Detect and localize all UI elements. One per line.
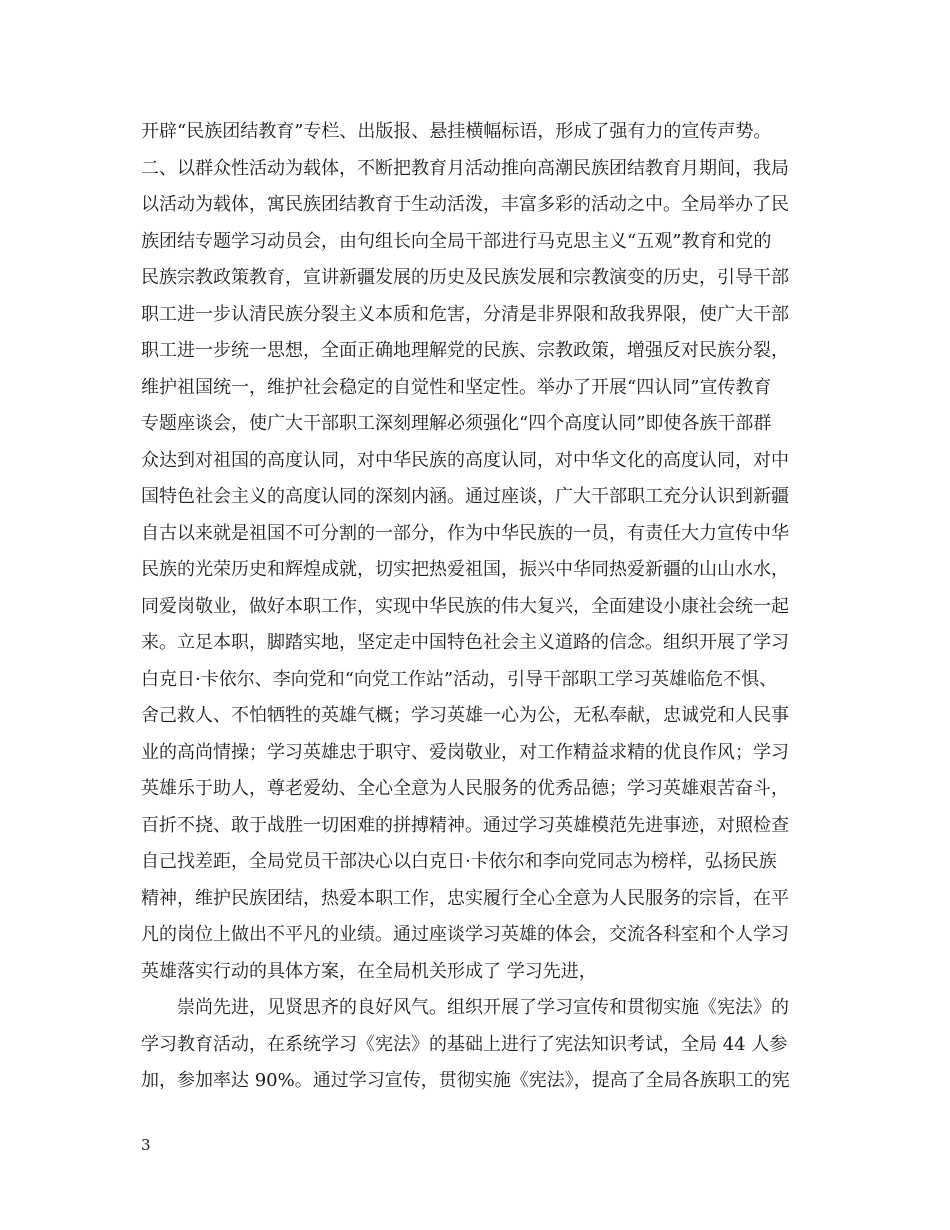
text-line: 英雄落实行动的具体方案，在全局机关形成了 学习先进，	[141, 960, 597, 982]
text-line: 族团结专题学习动员会，由句组长向全局干部进行马克思主义“五观”教育和党的	[141, 230, 772, 252]
text-line: 职工进一步统一思想，全面正确地理解党的民族、宗教政策，增强反对民族分裂，	[141, 340, 789, 361]
text-line: 二、以群众性活动为载体，不断把教育月活动推向高潮民族团结教育月期间，我局	[141, 157, 789, 179]
text-line: 自己找差距，全局党员干部决心以白克日·卡依尔和李向党同志为榜样，弘扬民族	[141, 851, 777, 872]
text-line: 众达到对祖国的高度认同，对中华民族的高度认同，对中华文化的高度认同，对中	[141, 449, 789, 471]
text-line: 学习教育活动，在系统学习《宪法》的基础上进行了宪法知识考试，全局 44 人参	[141, 1033, 788, 1055]
text-line: 维护祖国统一，维护社会稳定的自觉性和坚定性。举办了开展“四认同”宣传教育	[141, 376, 772, 398]
text-line: 职工进一步认清民族分裂主义本质和危害，分清是非界限和敌我界限，使广大干部	[141, 303, 789, 325]
text-line: 同爱岗敬业，做好本职工作，实现中华民族的伟大复兴，全面建设小康社会统一起	[141, 595, 789, 617]
paragraph-start-line: 崇尚先进，见贤思齐的良好风气。组织开展了学习宣传和贯彻实施《宪法》的	[177, 997, 789, 1018]
text-line: 白克日·卡依尔、李向党和“向党工作站”活动，引导干部职工学习英雄临危不惧、	[141, 668, 778, 690]
text-line: 开辟“民族团结教育”专栏、出版报、悬挂横幅标语，形成了强有力的宣传声势。	[141, 121, 772, 142]
text-line: 加，参加率达 90%。通过学习宣传，贯彻实施《宪法》，提高了全局各族职工的宪	[141, 1070, 790, 1091]
text-line: 民族宗教政策教育，宣讲新疆发展的历史及民族发展和宗教演变的历史，引导干部	[141, 267, 789, 288]
text-line: 来。立足本职，脚踏实地，坚定走中国特色社会主义道路的信念。组织开展了学习	[141, 632, 789, 653]
body-text	[141, 114, 841, 1100]
text-line: 专题座谈会，使广大干部职工深刻理解必须强化“四个高度认同”即使各族干部群	[141, 413, 772, 434]
text-line: 民族的光荣历史和辉煌成就，切实把热爱祖国，振兴中华同热爱新疆的山山水水，	[141, 559, 789, 580]
text-line: 精神，维护民族团结，热爱本职工作，忠实履行全心全意为人民服务的宗旨，在平	[141, 887, 789, 909]
text-line: 舍己救人、不怕牺牲的英雄气概；学习英雄一心为公，无私奉献，忠诚党和人民事	[141, 705, 789, 726]
text-line: 业的高尚情操；学习英雄忠于职守、爱岗敬业，对工作精益求精的优良作风；学习	[141, 741, 789, 763]
text-line: 凡的岗位上做出不平凡的业绩。通过座谈学习英雄的体会，交流各科室和个人学习	[141, 924, 789, 945]
text-line: 国特色社会主义的高度认同的深刻内涵。通过座谈，广大干部职工充分认识到新疆	[141, 486, 789, 507]
text-line: 百折不挠、敢于战胜一切困难的拼搏精神。通过学习英雄模范先进事迹，对照检查	[141, 814, 789, 836]
text-line: 英雄乐于助人，尊老爱幼、全心全意为人民服务的优秀品德；学习英雄艰苦奋斗，	[141, 778, 789, 799]
text-line: 以活动为载体，寓民族团结教育于生动活泼，丰富多彩的活动之中。全局举办了民	[141, 194, 789, 215]
text-line: 自古以来就是祖国不可分割的一部分，作为中华民族的一员，有责任大力宣传中华	[141, 522, 789, 544]
page-number: 3	[141, 1136, 151, 1154]
